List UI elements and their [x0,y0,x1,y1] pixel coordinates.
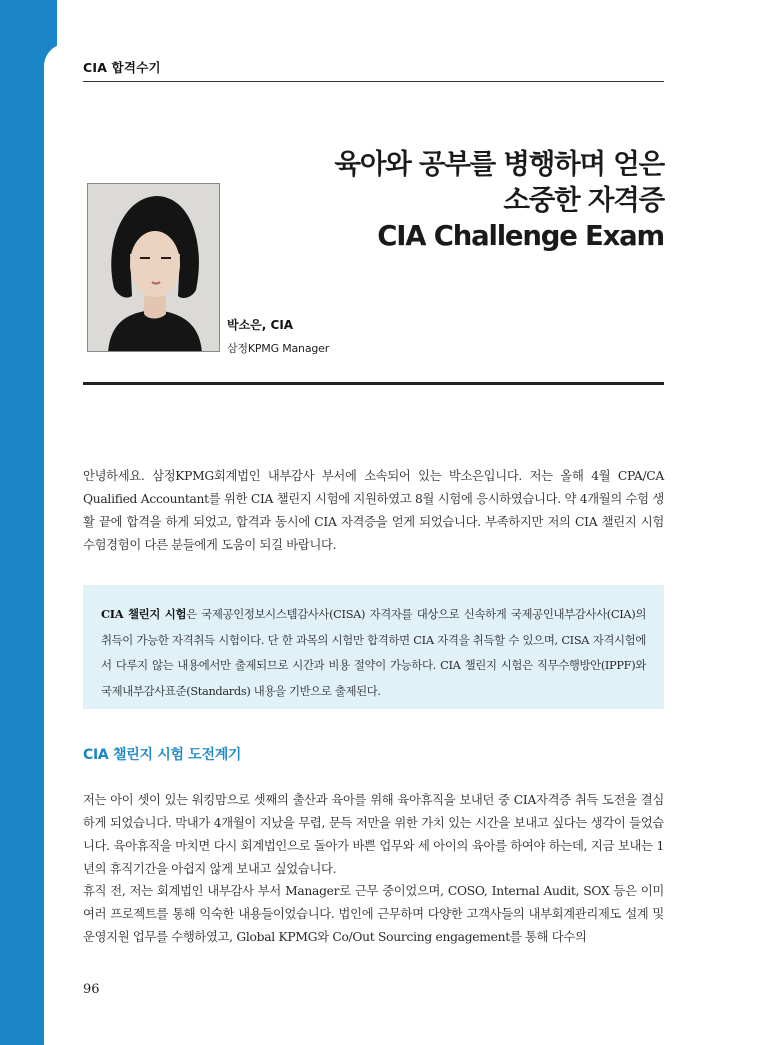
author-organization: 삼정KPMG Manager [227,342,330,355]
body-paragraph-1: 저는 아이 셋이 있는 워킹맘으로 셋째의 출산과 육아를 위해 육아휴직을 보내던 중 CIA자격증 취득 도전을 결심하게 되었습니다. 막내가 4개월이 지났을 무렵, 문득 저만을 위한 가치 있는 시간을 보내고 싶다는 생각이 들었습니다. 육아휴직을 마치면 다시 회계법인으로 돌아가 바쁜 업무와 세 아이의 육아를 하여야 하는데, 지금 보내는 1년의 휴직기간을 아쉽지 않게 보내고 싶었습니다. [83,793,664,876]
article-title [334,146,664,254]
title-divider [83,382,664,385]
author-name: 박소은, CIA [227,318,294,332]
section-tag: CIA 합격수기 [83,60,161,75]
info-box-body: 은 국제공인정보시스템감사사(CISA) 자격자를 대상으로 신속하게 국제공인내부감사사(CIA)의 취득이 가능한 자격취득 시험이다. 단 한 과목의 시험만 합격하면 CIA 자격을 취득할 수 있으며, CISA 자격시험에서 다루지 않는 내용에서만 출제되므로 시간과 비용 절약이 가능하다. CIA 챌린지 시험은 직무수행방안(IPPF)와 국제내부감사표준(Standards) 내용을 기반으로 출제된다. [101,607,646,698]
title-line-2: 소중한 자격증 [503,184,664,216]
body-paragraph-2: 휴직 전, 저는 회계법인 내부감사 부서 Manager로 근무 중이었으며, COSO, Internal Audit, SOX 등은 이미 여러 프로젝트를 통해 익숙한 내용들이었습니다. 법인에 근무하며 다양한 고객사들의 내부회계관리제도 설계 및 운영지원 업무를 수행하였고, Global KPMG와 Co/Out Sourcing engagement를 통해 다수의 [83,884,664,944]
title-line-1: 육아와 공부를 병행하며 얻은 [334,148,664,180]
title-line-3: CIA Challenge Exam [377,220,664,252]
author-photo [87,183,220,352]
top-divider [83,81,664,82]
author-portrait-image [88,184,220,352]
info-box [83,585,664,709]
section-heading: CIA 챌린지 시험 도전계기 [83,747,242,763]
page-number: 96 [83,982,100,997]
intro-paragraph: 안녕하세요. 삼정KPMG회계법인 내부감사 부서에 소속되어 있는 박소은입니다. 저는 올해 4월 CPA/CA Qualified Accountant를 위한 CIA 챌린지 시험에 지원하였고 8월 시험에 응시하였습니다. 약 4개월의 수험 생활 끝에 합격을 하게 되었고, 합격과 동시에 CIA 자격증을 얻게 되었습니다. 부족하지만 저의 CIA 챌린지 시험 수험경험이 다른 분들에게 도움이 되길 바랍니다. [83,469,664,552]
info-box-term: CIA 챌린지 시험 [101,607,187,621]
info-box-text [101,602,646,704]
